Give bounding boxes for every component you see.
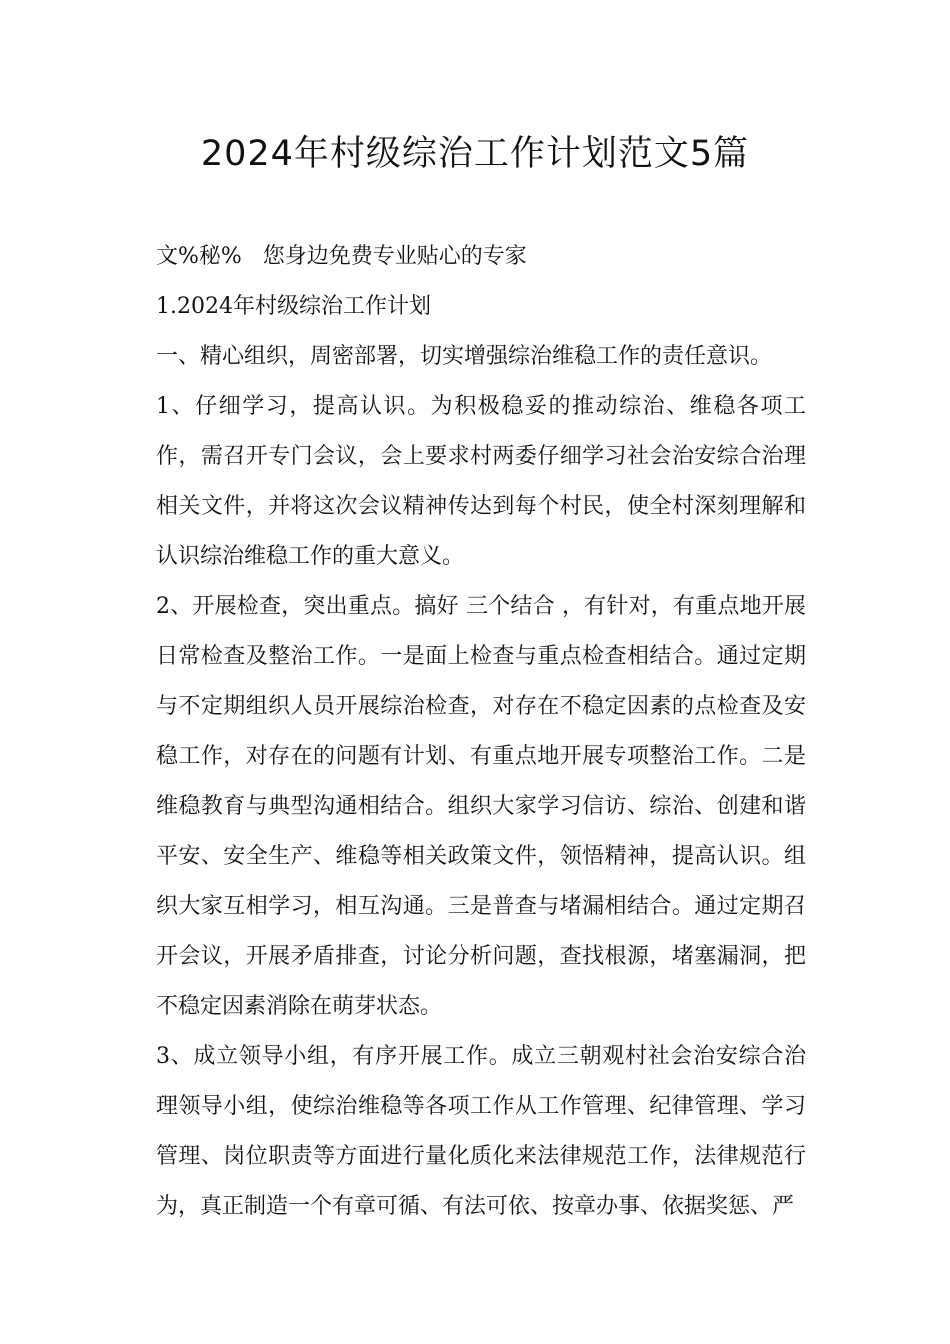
paragraph: 1、仔细学习，提高认识。为积极稳妥的推动综治、维稳各项工作，需召开专门会议，会上要求村两委仔细学习社会治安综合治理相关文件，并将这次会议精神传达到每个村民，使全村深刻理解和认识综治维稳工作的重大意义。 bbox=[156, 394, 806, 569]
paragraph: 3、成立领导小组，有序开展工作。成立三朝观村社会治安综合治理领导小组，使综治维稳等各项工作从工作管理、纪律管理、学习管理、岗位职责等方面进行量化质化来法律规范工作，法律规范行为，真正制造一个有章可循、有法可依、按章办事、依据奖惩、严 bbox=[156, 1044, 806, 1219]
document-title: 2024年村级综治工作计划范文5篇 bbox=[200, 134, 750, 174]
section-heading: 1.2024年村级综治工作计划 bbox=[156, 294, 431, 319]
paragraph: 一、精心组织，周密部署，切实增强综治维稳工作的责任意识。 bbox=[156, 344, 773, 369]
paragraph: 2、开展检查，突出重点。搞好 三个结合 ，有针对，有重点地开展日常检查及整治工作。一是面上检查与重点检查相结合。通过定期与不定期组织人员开展综治检查，对存在不稳定因素的点检查及安稳工作，对存在的问题有计划、有重点地开展专项整治工作。二是维稳教育与典型沟通相结合。组织大家学习信访、综治、创建和谐平安、安全生产、维稳等相关政策文件，领悟精神，提高认识。组织大家互相学习，相互沟通。三是普查与堵漏相结合。通过定期召开会议，开展矛盾排查，讨论分析问题，查找根源，堵塞漏洞，把不稳定因素消除在萌芽状态。 bbox=[156, 594, 806, 1019]
tagline: 文%秘% 您身边免费专业贴心的专家 bbox=[156, 244, 527, 269]
document-body bbox=[146, 232, 806, 1232]
